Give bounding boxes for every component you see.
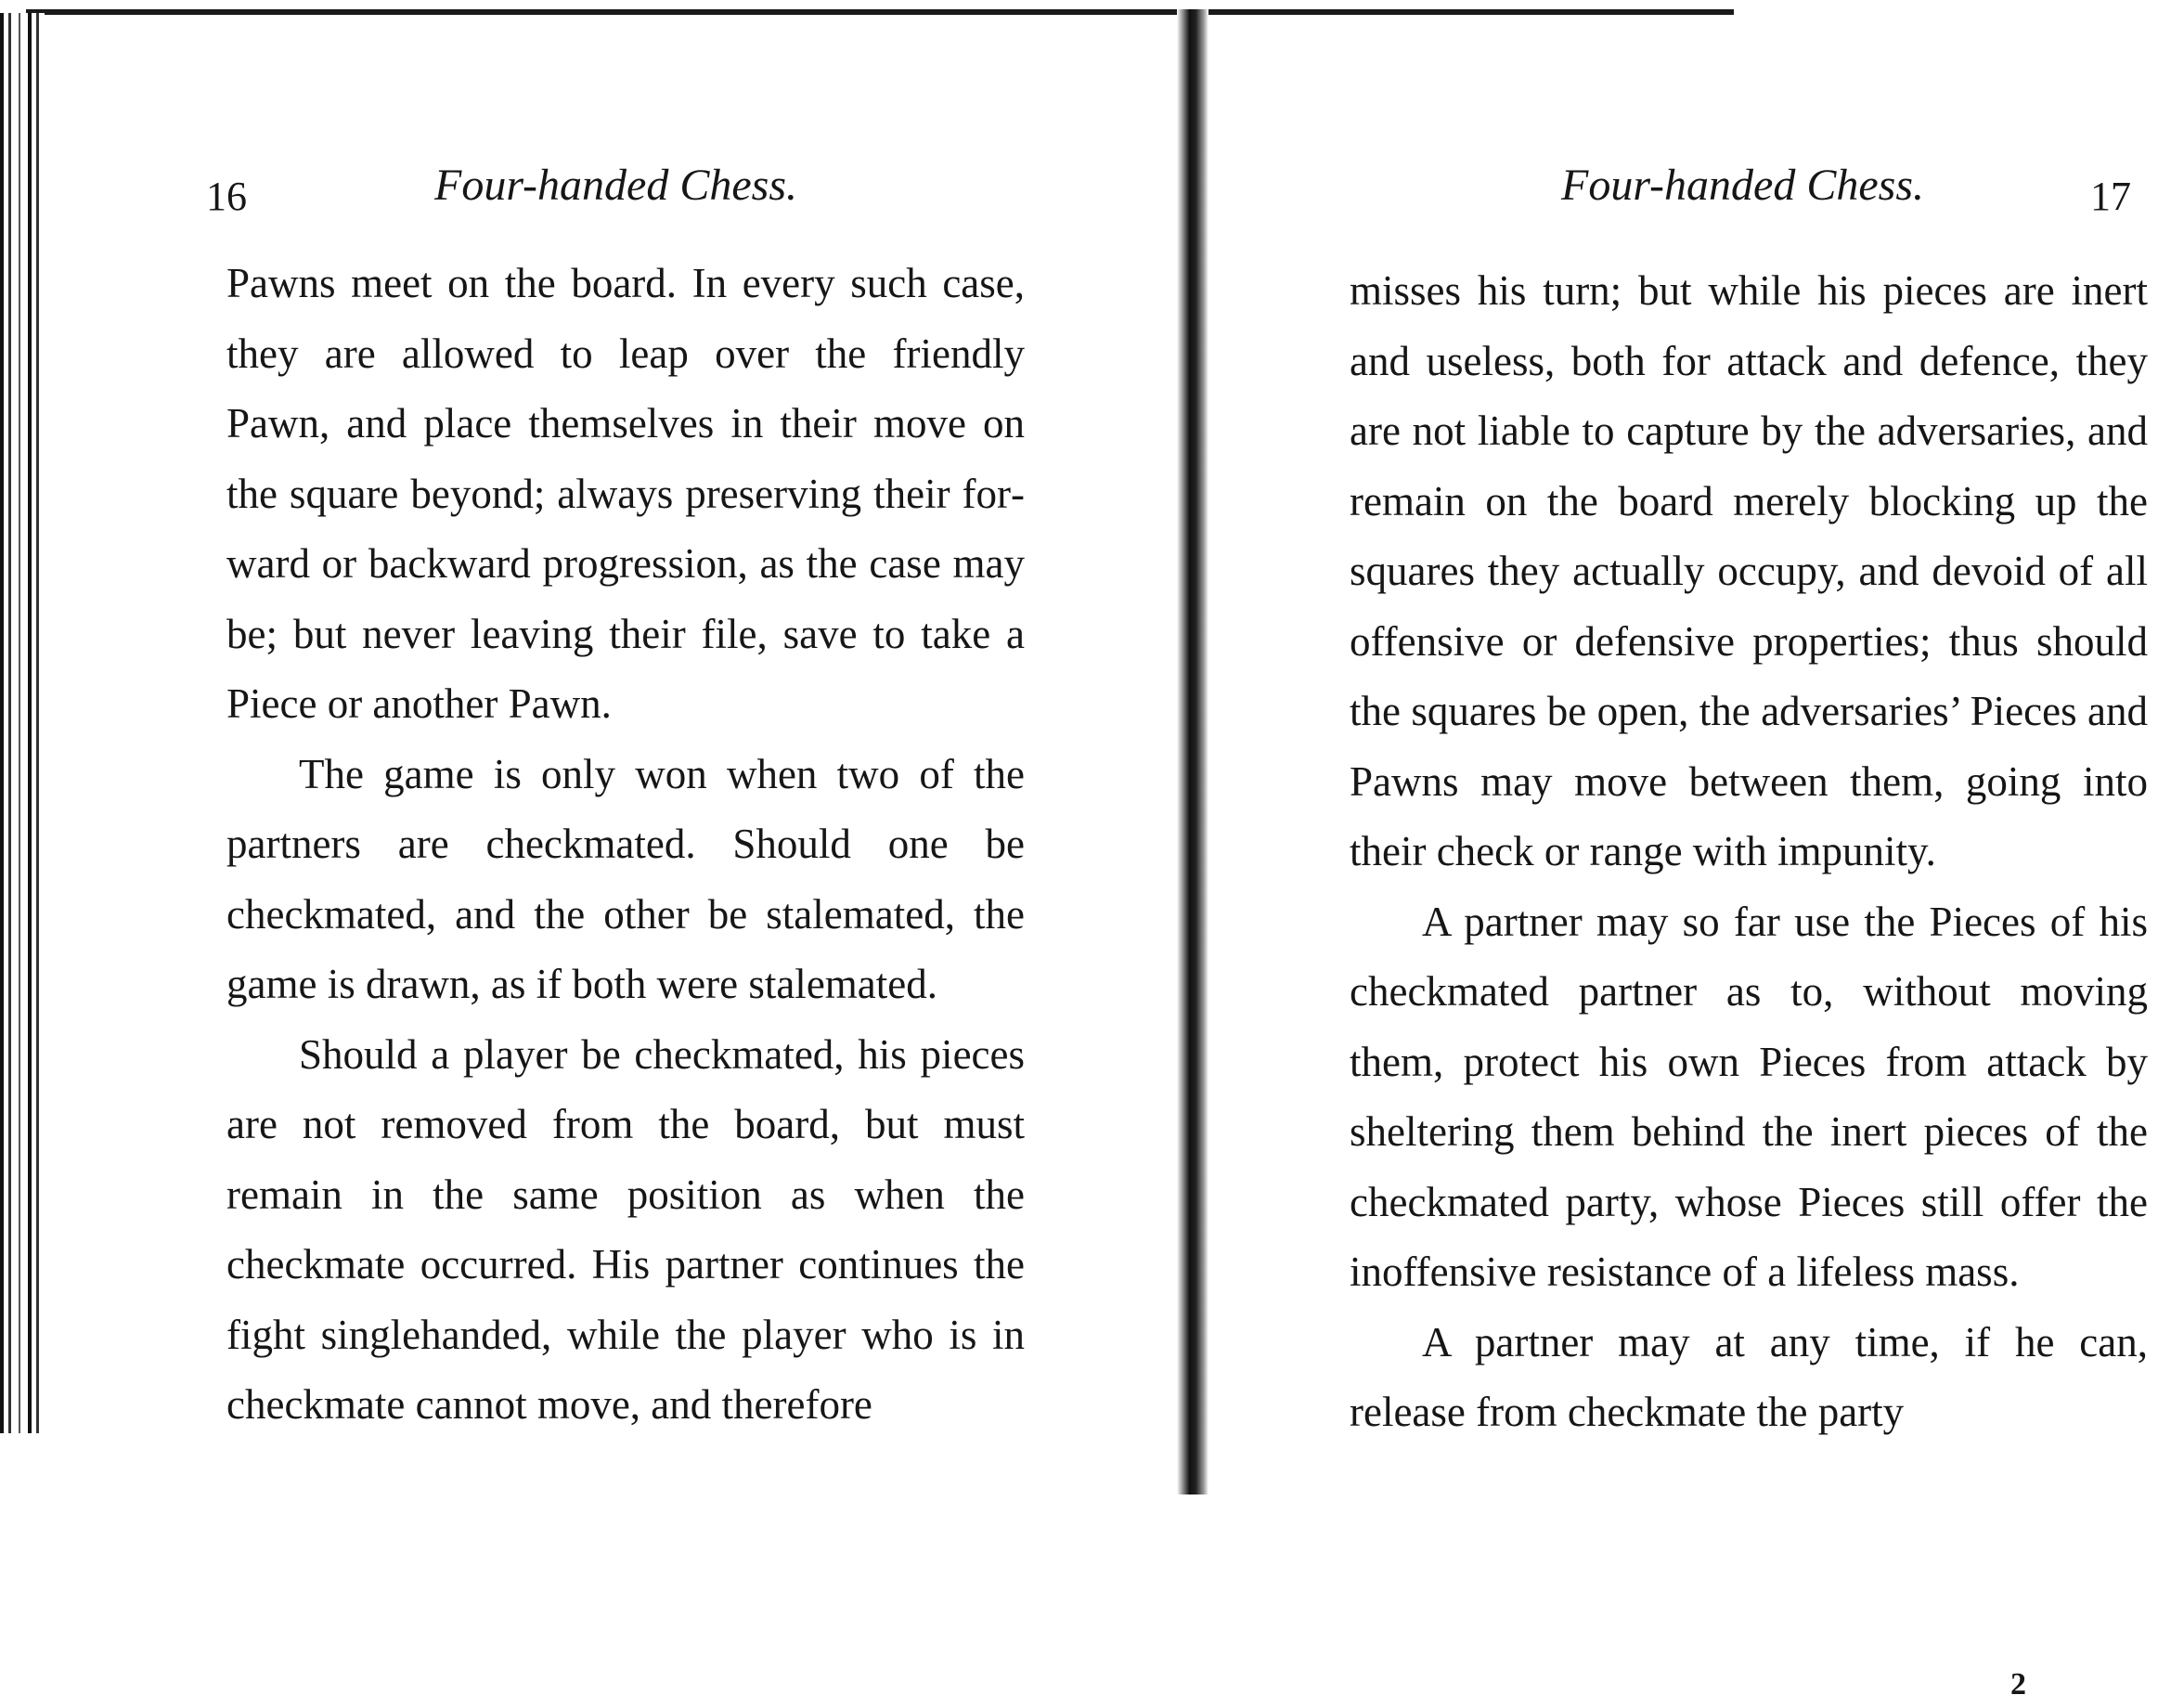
page-number: 16	[206, 174, 247, 219]
book-gutter	[1177, 9, 1208, 1494]
running-head: Four-handed Chess.	[1561, 161, 1925, 210]
body-text	[226, 249, 1025, 1441]
paragraph: A partner may so far use the Pieces of his checkmated partner as to, without moving them, protect his own Pieces from attack by sheltering them behind the inert pieces of the checkmated party, whose Pieces still offer the inoffensive resistance of a lifeless mass.	[1350, 898, 2148, 1295]
paragraph: misses his turn; but while his pieces are inert and useless, both for attack and defence, they are not liable to capture by the adversaries, and remain on the board merely blocking up the squares they actually occupy, and devoid of all offensive or defensive properties; thus should the squares be open, the adversaries’ Pieces and Pawns may move between them, going into their check or range with impunity.	[1350, 267, 2148, 874]
paragraph: A partner may at any time, if he can, release from checkmate the party	[1350, 1318, 2148, 1435]
paragraph: Pawns meet on the board. In every such case, they are allowed to leap over the friendly Pawn, and place themselves in their move on the square beyond; always preserving their forward or backward progression, as the case may be; but never leaving their file, save to take a Piece or another Pawn.	[226, 260, 1025, 727]
running-head: Four-handed Chess.	[434, 161, 798, 210]
paragraph: Should a player be checkmated, his pieces are not removed from the board, but must remain in the same position as when the checkmate occurred. His partner continues the fight singlehanded, while the player who is in checkmate cannot move, and therefore	[226, 1030, 1025, 1428]
right-page	[1208, 0, 2158, 1708]
paragraph: The game is only won when two of the partners are checkmated. Should one be checkmated, and the other be stalemated, the game is drawn, as if both were stalemated.	[226, 750, 1025, 1007]
body-text	[1350, 256, 2148, 1448]
signature-mark: 2	[2010, 1667, 2026, 1702]
page-number: 17	[2090, 174, 2131, 219]
